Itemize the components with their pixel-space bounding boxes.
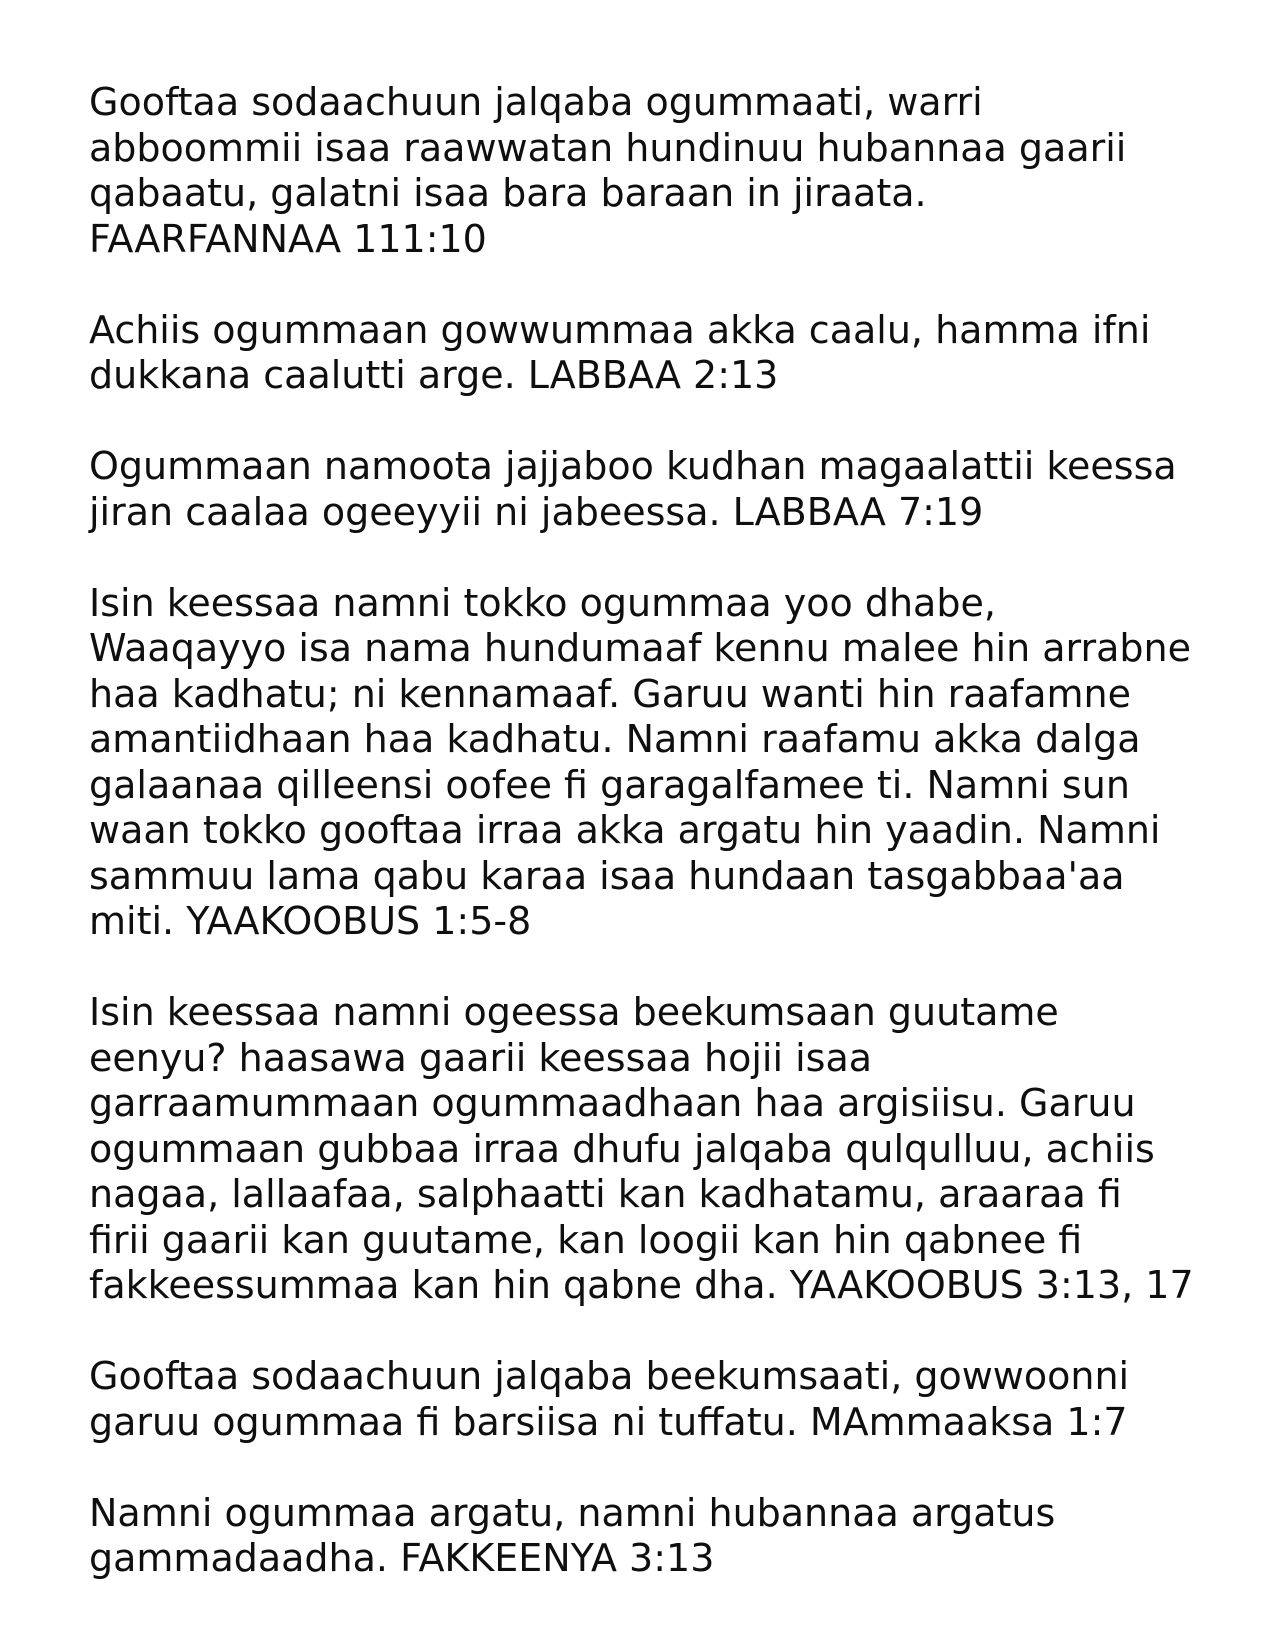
document-page — [89, 80, 1209, 1627]
verse-paragraph: Isin keessaa namni tokko ogummaa yoo dhabe, Waaqayyo isa nama hundumaaf kennu malee hin arrabne haa kadhatu; ni kennamaaf. Garuu wanti hin raafamne amantiidhaan haa kadhatu. Namni raafamu akka dalga galaanaa qilleensi oofee fi garagalfamee ti. Namni sun waan tokko gooftaa irraa akka argatu hin yaadin. Namni sammuu lama qabu karaa isaa hundaan tasgabbaa'aa miti. YAAKOOBUS 1:5-8 — [89, 580, 1191, 943]
verse-paragraph: Isin keessaa namni ogeessa beekumsaan guutame eenyu? haasawa gaarii keessaa hojii isaa garraamummaan ogummaadhaan haa argisiisu. Garuu ogummaan gubbaa irraa dhufu jalqaba qulqulluu, achiis nagaa, lallaafaa, salphaatti kan kadhatamu, araaraa fi firii gaarii kan guutame, kan loogii kan hin qabnee fi fakkeessummaa kan hin qabne dha. YAAKOOBUS 3:13, 17 — [89, 990, 1194, 1307]
verse-paragraph: Ogummaan namoota jajjaboo kudhan magaalattii keessa jiran caalaa ogeeyyii ni jabeessa. LABBAA 7:19 — [89, 444, 1177, 534]
verse-paragraph: Gooftaa sodaachuun jalqaba ogummaati, warri abboommii isaa raawwatan hundinuu hubannaa gaarii qabaatu, galatni isaa bara baraan in jiraata. FAARFANNAA 111:10 — [89, 80, 1127, 261]
verse-paragraph: Achiis ogummaan gowwummaa akka caalu, hamma ifni dukkana caalutti arge. LABBAA 2:13 — [89, 307, 1151, 397]
verse-paragraph: Namni ogummaa argatu, namni hubannaa argatus gammadaadha. FAKKEENYA 3:13 — [89, 1490, 1056, 1580]
verse-paragraph: Gooftaa sodaachuun jalqaba beekumsaati, gowwoonni garuu ogummaa fi barsiisa ni tuffatu. MAmmaaksa 1:7 — [89, 1354, 1130, 1444]
